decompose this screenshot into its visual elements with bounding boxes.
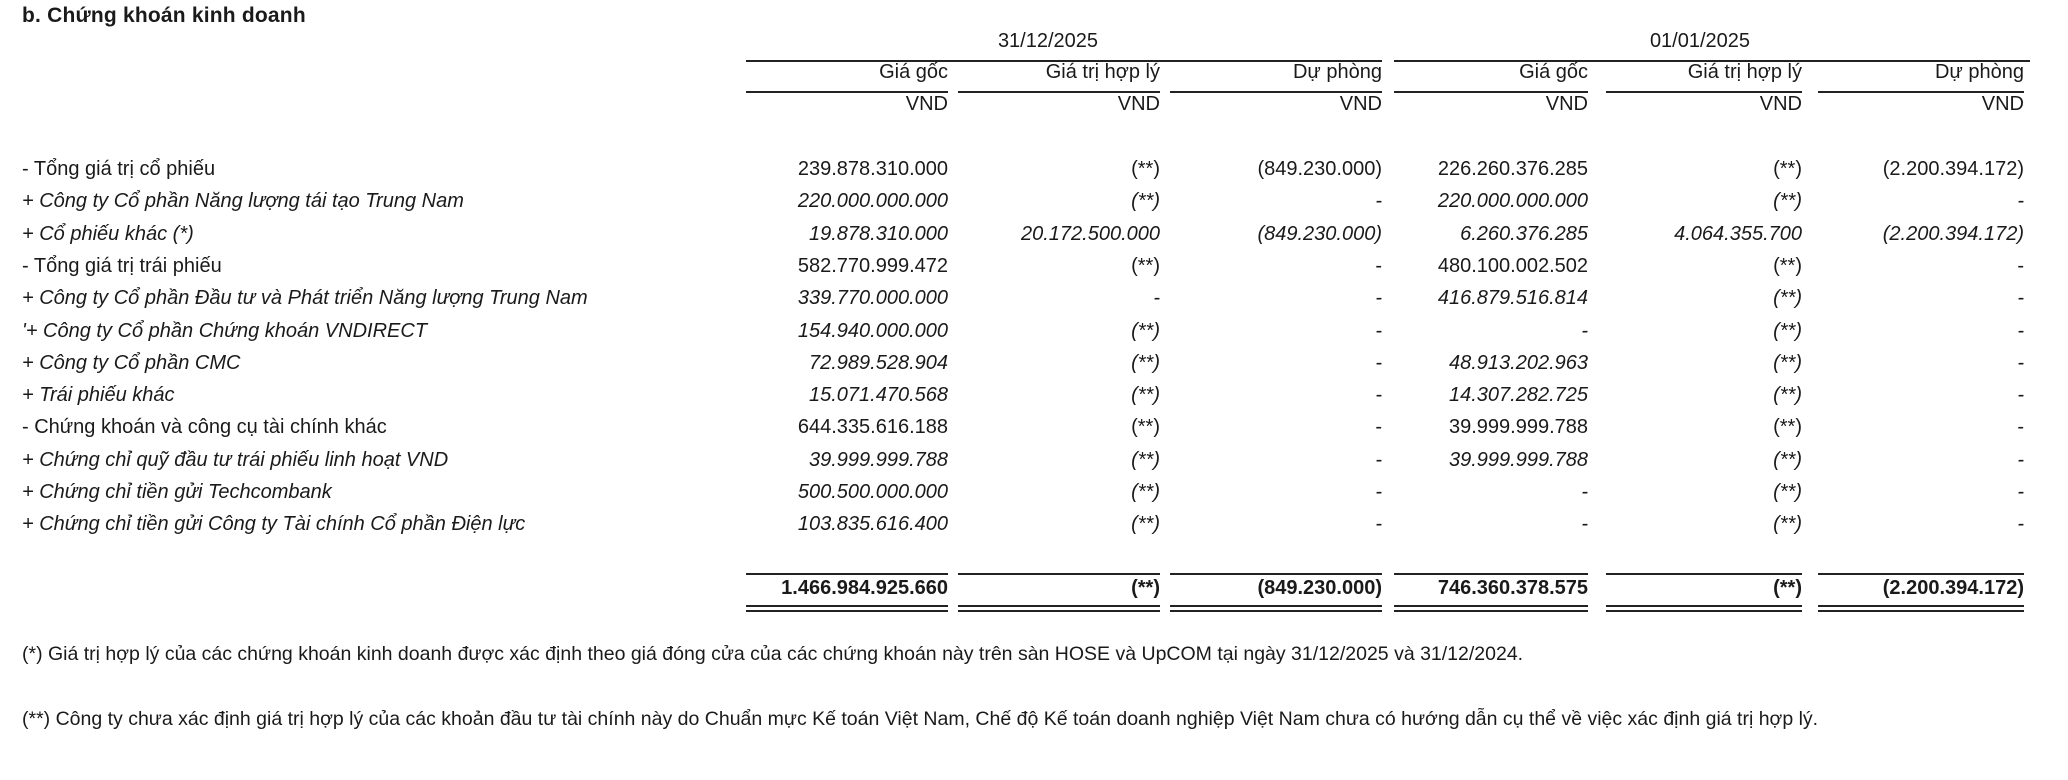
total-cost-1: 1.466.984.925.660: [781, 577, 948, 599]
row-value-cost-1: 15.071.470.568: [808, 384, 948, 406]
row-value-fair-value-2: (**): [1773, 449, 1802, 471]
col-header-cost-1: Giá gốc: [879, 61, 948, 83]
row-value-provision-1: -: [1375, 287, 1382, 309]
row-value-fair-value-2: (**): [1773, 416, 1802, 438]
total-rule: [1818, 573, 2024, 575]
total-rule: [1394, 573, 1588, 575]
row-value-cost-2: 220.000.000.000: [1437, 190, 1588, 212]
row-value-fair-value-2: (**): [1773, 255, 1802, 277]
row-value-provision-2: -: [2017, 513, 2024, 535]
row-value-cost-2: 39.999.999.788: [1448, 416, 1588, 438]
row-value-fair-value-1: (**): [1131, 320, 1160, 342]
row-value-provision-1: -: [1375, 416, 1382, 438]
total-rule: [1170, 573, 1382, 575]
row-value-provision-2: (2.200.394.172): [1882, 223, 2024, 245]
row-label: '+ Công ty Cổ phần Chứng khoán VNDIRECT: [22, 320, 428, 342]
row-value-fair-value-1: (**): [1131, 481, 1160, 503]
row-label: - Chứng khoán và công cụ tài chính khác: [22, 416, 387, 438]
row-value-cost-1: 220.000.000.000: [797, 190, 948, 212]
row-value-fair-value-2: (**): [1773, 158, 1802, 180]
row-value-provision-1: -: [1375, 481, 1382, 503]
row-value-provision-1: -: [1375, 190, 1382, 212]
row-value-cost-1: 39.999.999.788: [808, 449, 948, 471]
row-value-fair-value-1: (**): [1131, 158, 1160, 180]
row-value-cost-2: 14.307.282.725: [1448, 384, 1588, 406]
row-value-cost-1: 239.878.310.000: [797, 158, 948, 180]
row-value-provision-2: -: [2017, 320, 2024, 342]
row-value-fair-value-1: (**): [1131, 416, 1160, 438]
total-double-rule: [1606, 605, 1802, 612]
total-fair-value-1: (**): [1131, 577, 1160, 599]
period-date-2025-end: 31/12/2025: [997, 30, 1099, 52]
total-double-rule: [1394, 605, 1588, 612]
col-header-cost-2: Giá gốc: [1519, 61, 1588, 83]
row-value-provision-2: -: [2017, 384, 2024, 406]
total-fair-value-2: (**): [1773, 577, 1802, 599]
row-value-cost-2: 480.100.002.502: [1437, 255, 1588, 277]
row-value-fair-value-2: (**): [1773, 320, 1802, 342]
row-value-provision-1: -: [1375, 384, 1382, 406]
row-value-fair-value-2: 4.064.355.700: [1674, 223, 1802, 245]
row-value-provision-2: -: [2017, 255, 2024, 277]
row-value-provision-2: -: [2017, 481, 2024, 503]
row-value-cost-1: 339.770.000.000: [797, 287, 948, 309]
row-value-provision-2: -: [2017, 416, 2024, 438]
row-value-fair-value-1: (**): [1131, 384, 1160, 406]
row-value-provision-1: -: [1375, 352, 1382, 374]
row-label: + Chứng chỉ tiền gửi Techcombank: [22, 481, 332, 503]
row-label: + Công ty Cổ phần Đầu tư và Phát triển Năng lượng Trung Nam: [22, 287, 588, 309]
row-value-provision-1: -: [1375, 513, 1382, 535]
row-value-cost-1: 500.500.000.000: [797, 481, 948, 503]
row-label: + Chứng chỉ quỹ đầu tư trái phiếu linh hoạt VND: [22, 449, 449, 471]
row-value-provision-2: -: [2017, 190, 2024, 212]
row-value-fair-value-1: (**): [1131, 449, 1160, 471]
row-value-provision-2: -: [2017, 352, 2024, 374]
row-value-provision-1: (849.230.000): [1257, 223, 1382, 245]
row-label: + Trái phiếu khác: [22, 384, 175, 406]
total-rule: [958, 573, 1160, 575]
row-value-cost-2: -: [1581, 481, 1588, 503]
col-unit: VND: [1759, 93, 1802, 115]
row-value-cost-1: 72.989.528.904: [808, 352, 948, 374]
row-value-fair-value-2: (**): [1773, 352, 1802, 374]
row-value-cost-1: 582.770.999.472: [797, 255, 948, 277]
col-unit: VND: [905, 93, 948, 115]
total-rule: [746, 573, 948, 575]
row-value-cost-2: 226.260.376.285: [1437, 158, 1588, 180]
row-value-provision-2: -: [2017, 449, 2024, 471]
row-value-fair-value-2: (**): [1773, 513, 1802, 535]
row-value-provision-1: (849.230.000): [1257, 158, 1382, 180]
row-value-fair-value-1: (**): [1131, 255, 1160, 277]
row-value-provision-1: -: [1375, 320, 1382, 342]
row-value-cost-2: 416.879.516.814: [1437, 287, 1588, 309]
row-value-cost-2: 39.999.999.788: [1448, 449, 1588, 471]
row-value-cost-2: -: [1581, 513, 1588, 535]
row-label: - Tổng giá trị cổ phiếu: [22, 158, 216, 180]
row-value-cost-1: 19.878.310.000: [808, 223, 948, 245]
total-rule: [1606, 573, 1802, 575]
total-double-rule: [958, 605, 1160, 612]
row-value-provision-1: -: [1375, 449, 1382, 471]
row-value-cost-2: 6.260.376.285: [1460, 223, 1588, 245]
col-unit: VND: [1981, 93, 2024, 115]
row-value-provision-2: (2.200.394.172): [1882, 158, 2024, 180]
row-value-cost-2: 48.913.202.963: [1448, 352, 1588, 374]
col-unit: VND: [1339, 93, 1382, 115]
col-unit: VND: [1117, 93, 1160, 115]
footnote-unmeasured: (**) Công ty chưa xác định giá trị hợp lý của các khoản đầu tư tài chính này do Chuẩn mực Kế toán Việt Nam, Chế độ Kế toán doanh nghiệp Việt Nam chưa có hướng dẫn cụ thể về việc xác định giá trị hợp lý.: [22, 708, 1819, 730]
total-double-rule: [1818, 605, 2024, 612]
row-label: - Tổng giá trị trái phiếu: [22, 255, 222, 277]
row-value-cost-1: 154.940.000.000: [797, 320, 948, 342]
row-value-cost-2: -: [1581, 320, 1588, 342]
row-value-provision-2: -: [2017, 287, 2024, 309]
total-provision-2: (2.200.394.172): [1882, 577, 2024, 599]
total-double-rule: [746, 605, 948, 612]
row-value-provision-1: -: [1375, 255, 1382, 277]
total-provision-1: (849.230.000): [1257, 577, 1382, 599]
col-header-fair-value-2: Giá trị hợp lý: [1687, 61, 1802, 83]
row-label: + Chứng chỉ tiền gửi Công ty Tài chính Cổ phần Điện lực: [22, 513, 526, 535]
row-value-cost-1: 644.335.616.188: [797, 416, 948, 438]
col-header-provision-1: Dự phòng: [1292, 61, 1382, 83]
col-header-provision-2: Dự phòng: [1934, 61, 2024, 83]
row-value-fair-value-2: (**): [1773, 190, 1802, 212]
row-value-fair-value-1: -: [1153, 287, 1160, 309]
total-cost-2: 746.360.378.575: [1437, 577, 1588, 599]
row-label: + Cổ phiếu khác (*): [22, 223, 194, 245]
row-value-fair-value-2: (**): [1773, 287, 1802, 309]
row-value-fair-value-1: (**): [1131, 513, 1160, 535]
row-label: + Công ty Cổ phần CMC: [22, 352, 241, 374]
period-date-2025-start: 01/01/2025: [1649, 30, 1751, 52]
row-value-fair-value-1: (**): [1131, 352, 1160, 374]
row-label: + Công ty Cổ phần Năng lượng tái tạo Trung Nam: [22, 190, 464, 212]
col-header-fair-value-1: Giá trị hợp lý: [1045, 61, 1160, 83]
row-value-fair-value-2: (**): [1773, 481, 1802, 503]
row-value-fair-value-2: (**): [1773, 384, 1802, 406]
row-value-fair-value-1: 20.172.500.000: [1020, 223, 1160, 245]
row-value-cost-1: 103.835.616.400: [797, 513, 948, 535]
col-unit: VND: [1545, 93, 1588, 115]
section-title: b. Chứng khoán kinh doanh: [22, 4, 306, 27]
row-value-fair-value-1: (**): [1131, 190, 1160, 212]
total-double-rule: [1170, 605, 1382, 612]
footnote-fair-value: (*) Giá trị hợp lý của các chứng khoán kinh doanh được xác định theo giá đóng cửa của các chứng khoán này trên sàn HOSE và UpCOM tại ngày 31/12/2025 và 31/12/2024.: [22, 643, 1524, 665]
